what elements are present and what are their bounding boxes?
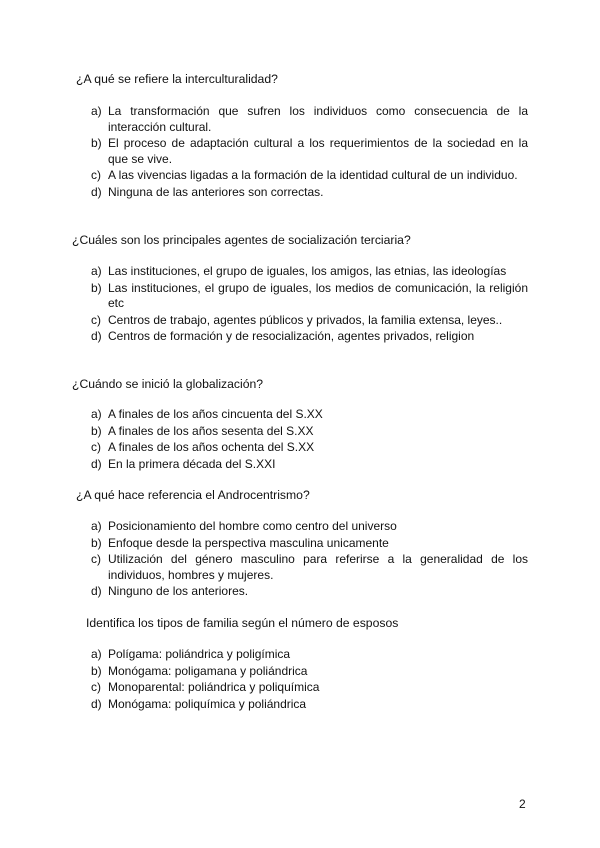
option-text: Utilización del género masculino para referirse a la generalidad de los individuos, hombres y mujeres. [108, 552, 528, 582]
options-list [91, 519, 528, 601]
option-letter: a) [91, 104, 102, 118]
option-text: Monoparental: poliándrica y poliquímica [108, 680, 320, 695]
question-title: ¿A qué se refiere la interculturalidad? [76, 72, 278, 86]
option-letter: a) [91, 407, 102, 421]
option-letter: b) [91, 136, 102, 151]
option-letter: a) [91, 264, 102, 278]
option-c [91, 313, 528, 329]
option-text: Ninguno de los anteriores. [108, 584, 249, 599]
option-letter: a) [91, 519, 102, 533]
options-list [91, 104, 528, 202]
option-a [91, 519, 528, 535]
option-letter: c) [91, 312, 101, 327]
option-b [91, 424, 528, 440]
option-text: Monógama: poligamana y poliándrica [108, 663, 308, 678]
option-c [91, 552, 528, 583]
option-letter: d) [91, 456, 102, 471]
option-d [91, 185, 528, 201]
option-letter: c) [91, 440, 101, 455]
option-text: Centros de trabajo, agentes públicos y privados, la familia extensa, leyes.. [108, 312, 503, 327]
option-letter: b) [91, 535, 102, 550]
option-letter: c) [91, 552, 101, 567]
option-a [91, 104, 528, 135]
option-letter: a) [91, 647, 102, 661]
option-c [91, 168, 528, 184]
option-letter: c) [91, 680, 101, 695]
option-text: Enfoque desde la perspectiva masculina unicamente [108, 535, 389, 550]
option-text: Centros de formación y de resocialización, agentes privados, religion [108, 329, 475, 344]
options-list [91, 264, 528, 346]
option-text: A las vivencias ligadas a la formación de la identidad cultural de un individuo. [108, 168, 518, 183]
option-b [91, 536, 528, 552]
page-number: 2 [519, 797, 526, 811]
option-letter: d) [91, 184, 102, 199]
option-text: A finales de los años sesenta del S.XX [108, 423, 314, 438]
option-c [91, 680, 528, 696]
question-title: ¿A qué hace referencia el Androcentrismo? [76, 488, 310, 502]
option-text: Las instituciones, el grupo de iguales, los medios de comunicación, la religión etc [108, 280, 528, 311]
option-text: En la primera década del S.XXI [108, 456, 276, 471]
option-text: Polígama: poliándrica y poligímica [108, 647, 291, 661]
option-letter: c) [91, 168, 101, 183]
option-text: Las instituciones, el grupo de iguales, los amigos, las etnias, las ideologías [108, 264, 507, 278]
option-b [91, 136, 528, 167]
option-text: La transformación que sufren los individuos como consecuencia de la interacción cultural. [108, 104, 528, 134]
option-letter: d) [91, 329, 102, 344]
question-title: ¿Cuáles son los principales agentes de socialización terciaria? [72, 233, 411, 247]
option-b [91, 664, 528, 680]
option-text: A finales de los años ochenta del S.XX [108, 440, 315, 455]
option-letter: d) [91, 584, 102, 599]
option-d [91, 329, 528, 345]
option-a [91, 407, 528, 423]
option-text: A finales de los años cincuenta del S.XX [108, 407, 323, 421]
option-d [91, 697, 528, 713]
option-letter: b) [91, 280, 102, 295]
option-letter: b) [91, 663, 102, 678]
question-title: ¿Cuándo se inició la globalización? [72, 377, 264, 391]
option-d [91, 457, 528, 473]
option-c [91, 440, 528, 456]
option-d [91, 584, 528, 600]
option-letter: d) [91, 696, 102, 711]
question-title: Identifica los tipos de familia según el número de esposos [86, 616, 399, 630]
option-b [91, 281, 528, 312]
option-a [91, 647, 528, 663]
options-list [91, 407, 528, 473]
option-text: El proceso de adaptación cultural a los requerimientos de la sociedad en la que se vive. [108, 136, 528, 166]
option-letter: b) [91, 423, 102, 438]
option-text: Posicionamiento del hombre como centro del universo [108, 519, 397, 533]
option-text: Monógama: poliquímica y poliándrica [108, 696, 307, 711]
option-text: Ninguna de las anteriores son correctas. [108, 184, 324, 199]
options-list [91, 647, 528, 713]
option-a [91, 264, 528, 280]
